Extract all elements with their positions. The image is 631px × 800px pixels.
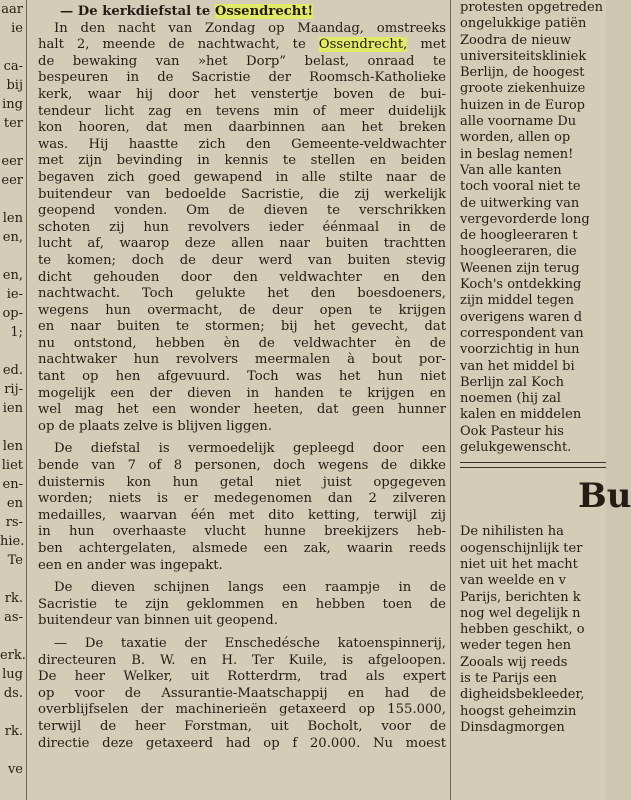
article-line: bende van 7 of 8 personen, doch wegens de dikke xyxy=(38,458,446,474)
right-fragment-line: De nihilisten ha xyxy=(460,524,564,540)
article-line: te komen; doch de deur werd van buiten stevig xyxy=(38,252,446,268)
article-line: medailles, waarvan één met dito ketting, terwijl zij xyxy=(38,507,446,523)
article-line: worden; niets is er medegenomen dan 2 zilveren xyxy=(38,491,446,507)
left-fragment-line: as- xyxy=(4,610,23,625)
right-fragment-line: universiteitskliniek xyxy=(460,48,587,64)
article-line: en naar buiten te stormen; bij het gevecht, dat xyxy=(38,319,446,335)
article-line xyxy=(38,37,446,54)
left-fragment-line xyxy=(0,342,24,361)
left-fragment-line: en xyxy=(6,496,23,511)
left-fragment-line: hie. xyxy=(0,534,25,549)
article-line: Sacristie te zijn geklommen en hebben toen de xyxy=(38,596,446,612)
right-top-text xyxy=(460,0,606,456)
left-fragment-line: lug xyxy=(2,667,23,682)
left-fragment-line: rij- xyxy=(4,382,23,397)
article-line: directie deze getaxeerd had op f 20.000. Nu moest xyxy=(38,735,446,751)
section-heading: Bu xyxy=(578,476,631,517)
left-fragment-line: rs- xyxy=(5,515,23,530)
article-line: De heer Welker, uit Rotterdrm, trad als expert xyxy=(38,669,446,685)
article-line: schoten zij hun revolvers ieder éénmaal in de xyxy=(38,219,446,235)
right-fragment-line: Berlijn, de hoogest xyxy=(460,65,585,81)
right-fragment-line: Ook Pasteur his xyxy=(460,423,564,439)
article-body xyxy=(38,21,446,436)
article-line: tant op hen afgevuurd. Toch was het hun niet xyxy=(38,369,446,385)
left-fragment-line: ien xyxy=(2,401,23,416)
left-fragment-line xyxy=(0,703,24,722)
article-line: De diefstal is vermoedelijk gepleegd door een xyxy=(54,441,446,457)
article-line: De dieven schijnen langs een raampje in de xyxy=(54,580,446,596)
highlighted-place: Ossendrecht, xyxy=(318,37,408,53)
right-fragment-line: alle voorname Du xyxy=(460,114,577,130)
left-fragment-line: len xyxy=(2,439,23,454)
right-fragment-line: groote ziekenhuize xyxy=(460,81,586,97)
right-fragment-line: toch vooral niet te xyxy=(460,179,581,195)
article-title-place: Ossendrecht! xyxy=(214,4,314,19)
left-fragment-line xyxy=(0,627,24,646)
left-fragment-line xyxy=(0,38,24,57)
right-fragment-column xyxy=(460,0,631,736)
right-fragment-line: correspondent van xyxy=(460,325,584,341)
article-paragraph-3 xyxy=(38,580,446,630)
left-fragment-line xyxy=(0,418,24,437)
left-fragment-line: en, xyxy=(2,230,23,245)
left-fragment-line: liet xyxy=(1,458,23,473)
left-fragment-line: eer xyxy=(1,173,23,188)
right-fragment-line: hebben geschikt, o xyxy=(460,622,585,638)
article-line: mogelijk een der dieven in handen te krijgen en xyxy=(38,385,446,401)
left-fragment-line: op- xyxy=(2,306,23,321)
left-fragment-column xyxy=(0,0,24,779)
right-fragment-line: digheidsbekleeder, xyxy=(460,687,585,703)
article-line: kon hooren, dat men daarbinnen aan het breken xyxy=(38,120,446,136)
left-fragment-line: 1; xyxy=(10,325,23,340)
right-fragment-line: zijn middel tegen xyxy=(460,293,574,309)
main-column xyxy=(38,0,446,752)
right-fragment-line: Zoodra de nieuw xyxy=(460,32,571,48)
right-fragment-line: hoogleeraren, die xyxy=(460,244,577,260)
article-line: buitendeur van bedoelde Sacristie, die zij werkelijk xyxy=(38,186,446,202)
left-fragment-line: ing xyxy=(2,97,23,112)
right-fragment-line: worden, allen op xyxy=(460,130,571,146)
article-line: een en ander was ingepakt. xyxy=(38,557,223,573)
article-line: nu ontstond, hebben èn de veldwachter èn de xyxy=(38,335,446,351)
left-fragment-line xyxy=(0,741,24,760)
article-line-part: halt 2, meende de nachtwacht, te xyxy=(38,37,319,53)
left-fragment-line xyxy=(0,570,24,589)
article-line: in hun overhaaste vlucht hunne breekijzers heb- xyxy=(38,524,446,540)
right-fragment-line: voorzichtig in hun xyxy=(460,342,580,358)
right-fragment-line: van weelde en v xyxy=(460,573,566,589)
right-fragment-line: Weenen zijn terug xyxy=(460,260,580,276)
right-fragment-line: de hoogleeraren t xyxy=(460,228,578,244)
article-line: de bewaking van »het Dorp” belast, onraad te xyxy=(38,53,446,69)
left-fragment-line xyxy=(0,247,24,266)
right-fragment-line: protesten opgetreden xyxy=(460,0,604,15)
article-line: begaven zich goed gewapend in alle stilte naar de xyxy=(38,169,446,185)
left-fragment-line xyxy=(0,133,24,152)
article-title-prefix: — De kerkdiefstal te xyxy=(60,4,215,19)
left-fragment-line: en- xyxy=(2,477,23,492)
article-line: lucht af, waarop deze allen naar buiten trachtten xyxy=(38,236,446,252)
left-fragment-line: rk. xyxy=(4,591,23,606)
right-fragment-line: gelukgewenscht. xyxy=(460,440,572,456)
right-fragment-line: ongelukkige patiën xyxy=(460,16,587,32)
article-title xyxy=(38,4,446,21)
right-fragment-line: Dinsdagmorgen xyxy=(460,719,565,735)
right-fragment-line: Koch's ontdekking xyxy=(460,277,582,293)
article-paragraph-2 xyxy=(38,441,446,574)
article-line: bespeuren in de Sacristie der Roomsch-Katholieke xyxy=(38,70,446,86)
left-fragment-line: ve xyxy=(7,762,23,777)
left-fragment-line: rk. xyxy=(4,724,23,739)
right-fragment-line: overigens waren d xyxy=(460,309,583,325)
right-fragment-line: van het middel bi xyxy=(460,358,575,374)
right-fragment-line: de uitwerking van xyxy=(460,195,580,211)
left-fragment-line: bij xyxy=(6,78,23,93)
right-fragment-line: niet uit het macht xyxy=(460,556,578,572)
left-fragment-line: eer xyxy=(1,154,23,169)
left-fragment-line: len xyxy=(2,211,23,226)
article-line: geopend vonden. Om de dieven te verschrikken xyxy=(38,203,446,219)
article-line-part: met xyxy=(407,37,446,53)
right-fragment-line: noemen (hij zal xyxy=(460,391,561,407)
right-fragment-line: in beslag nemen! xyxy=(460,146,574,162)
article-line: nachtwaker hun revolvers meermalen à bout por- xyxy=(38,352,446,368)
left-fragment-line: en, xyxy=(2,268,23,283)
right-fragment-line: Parijs, berichten k xyxy=(460,589,581,605)
article-line: wegens hun overmacht, de deur open te krijgen xyxy=(38,302,446,318)
article-line: dicht gehouden door den veldwachter en den xyxy=(38,269,446,285)
article-line: overblijfselen der machinerieën getaxeerd op 155.000, xyxy=(38,702,446,718)
left-fragment-line: ter xyxy=(3,116,23,131)
article-line: duisternis kon hun getal niet juist opgegeven xyxy=(38,474,446,490)
left-fragment-line: ed. xyxy=(2,363,23,378)
article-line: terwijl de heer Forstman, uit Bocholt, voor de xyxy=(38,718,446,734)
article-line: op de plaats zelve is blijven liggen. xyxy=(38,418,272,434)
article-line: op voor de Assurantie-Maatschappij en had de xyxy=(38,685,446,701)
column-rule-left xyxy=(26,0,27,800)
right-fragment-line: nog wel degelijk n xyxy=(460,605,581,621)
article-line: wel mag het een wonder heeten, dat geen hunner xyxy=(38,402,446,418)
right-fragment-line: hoogst geheimzin xyxy=(460,703,577,719)
right-fragment-line: oogenschijnlijk ter xyxy=(460,540,583,556)
right-fragment-line: weder tegen hen xyxy=(460,638,572,654)
left-fragment-line: ie xyxy=(11,21,23,36)
article-taxatie xyxy=(38,636,446,752)
left-fragment-line xyxy=(0,190,24,209)
right-fragment-line: is te Parijs een xyxy=(460,670,557,686)
right-bottom-text xyxy=(460,524,606,736)
article-line: In den nacht van Zondag op Maandag, omstreeks xyxy=(54,20,446,36)
section-divider xyxy=(460,462,606,468)
article-line: ben achtergelaten, alsmede een zak, waarin reeds xyxy=(38,541,446,556)
left-fragment-line: aar xyxy=(1,2,23,17)
article-line: tendeur licht zag en tevens min of meer duidelijk xyxy=(38,103,446,119)
left-fragment-line: Te xyxy=(7,553,23,568)
right-fragment-line: Berlijn zal Koch xyxy=(460,374,565,390)
left-fragment-line: ds. xyxy=(3,686,23,701)
article-line: was. Hij haastte zich den Gemeente-veldwachter xyxy=(38,136,446,152)
right-fragment-line: kalen en middelen xyxy=(460,407,582,423)
right-fragment-line: Van alle kanten xyxy=(460,162,562,178)
left-fragment-line: ca- xyxy=(3,59,23,74)
left-fragment-line: erk. xyxy=(0,648,26,663)
column-rule-right xyxy=(450,0,451,800)
article-line: met zijn bevinding in kennis te stellen en beiden xyxy=(38,153,446,169)
article-line: — De taxatie der Enschedésche katoenspinnerij, xyxy=(54,635,446,651)
article-line: nachtwacht. Toch gelukte het den boesdoeners, xyxy=(38,286,446,302)
article-line: kerk, waar hij door het venstertje boven de bui- xyxy=(38,86,446,102)
right-fragment-line: Zooals wij reeds xyxy=(460,654,568,670)
article-line: buitendeur van binnen uit geopend. xyxy=(38,613,278,629)
right-fragment-line: vergevorderde long xyxy=(460,211,590,227)
article-line: directeuren B. W. en H. Ter Kuile, is afgeloopen. xyxy=(38,652,446,668)
left-fragment-line: ie- xyxy=(6,287,23,302)
right-fragment-line: huizen in de Europ xyxy=(460,97,585,113)
